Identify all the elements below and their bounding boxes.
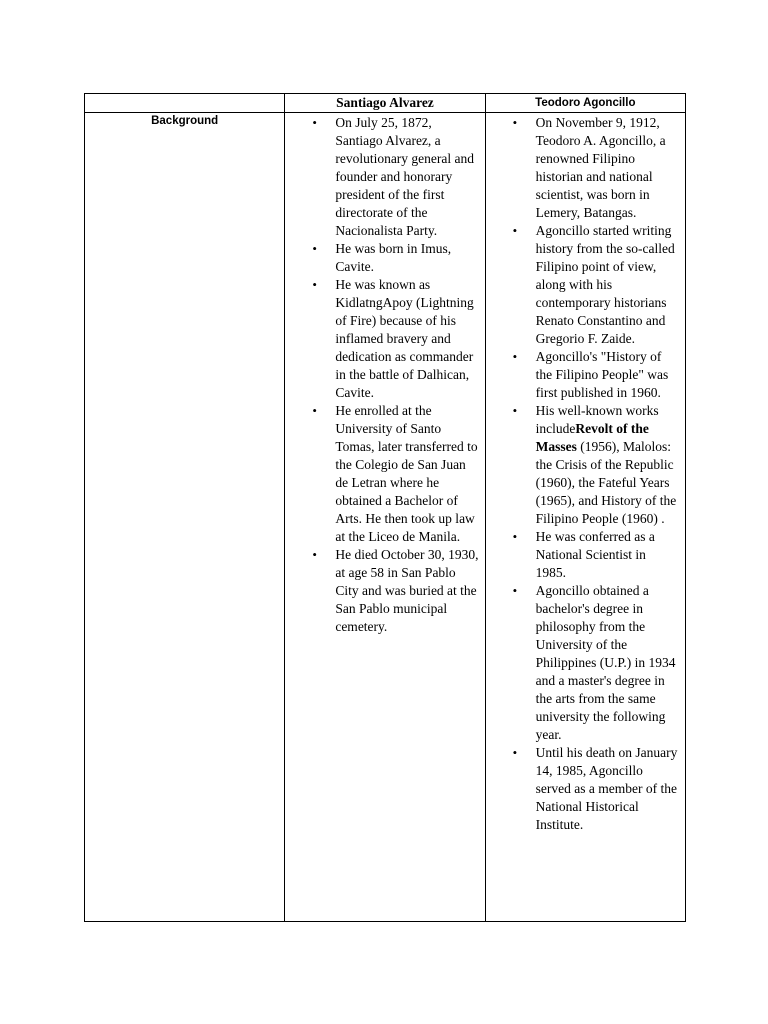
comparison-table xyxy=(84,93,686,922)
bullet-icon: • xyxy=(312,547,317,562)
list-item-text-prefix: His well-known works include xyxy=(535,403,659,436)
alvarez-bullet-list xyxy=(285,113,484,636)
bullet-icon: • xyxy=(512,403,518,418)
list-item-text: Agoncillo started writing history from the so-called Filipino point of view, along with his contemporary historians Renato Constantino and Gregorio F. Zaide. xyxy=(535,223,675,346)
list-item xyxy=(285,240,484,276)
list-item-text: Agoncillo obtained a bachelor's degree in philosophy from the University of the Philippines (U.P.) in 1934 and a master's degree in the arts from the same university the following year. xyxy=(535,583,676,742)
row-label-background: Background xyxy=(85,113,285,922)
list-item xyxy=(486,402,685,528)
list-item-text: On November 9, 1912, Teodoro A. Agoncillo, a renowned Filipino historian and national scientist, was born in Lemery, Batangas. xyxy=(535,115,666,220)
bullet-icon: • xyxy=(312,241,317,256)
bullet-icon: • xyxy=(512,529,518,544)
list-item-text: He enrolled at the University of Santo Tomas, later transferred to the Colegio de San Juan de Letran where he obtained a Bachelor of Arts. He then took up law at the Liceo de Manila. xyxy=(335,403,478,544)
list-item xyxy=(486,528,685,582)
list-item xyxy=(486,744,685,834)
header-row xyxy=(85,94,686,113)
agoncillo-background-cell xyxy=(485,113,685,922)
bullet-icon: • xyxy=(312,115,317,130)
bullet-icon: • xyxy=(512,223,518,238)
list-item xyxy=(285,276,484,402)
list-item-text: Agoncillo's "History of the Filipino People" was first published in 1960. xyxy=(535,349,669,400)
list-item-text: He was conferred as a National Scientist in 1985. xyxy=(535,529,655,580)
bullet-icon: • xyxy=(512,583,518,598)
agoncillo-bullet-list xyxy=(486,113,685,834)
list-item-text-bold: Revolt of the Masses xyxy=(535,421,649,454)
list-item xyxy=(285,402,484,546)
list-item xyxy=(486,222,685,348)
list-item-text: He was born in Imus, Cavite. xyxy=(335,241,452,274)
list-item-text-suffix: (1956), Malolos: the Crisis of the Republic (1960), the Fateful Years (1965), and History of the Filipino People (1960) . xyxy=(535,439,677,526)
list-item-text: He died October 30, 1930, at age 58 in San Pablo City and was buried at the San Pablo municipal cemetery. xyxy=(335,547,479,634)
bullet-icon: • xyxy=(512,349,518,364)
list-item-text: He was known as KidlatngApoy (Lightning of Fire) because of his inflamed bravery and dedication as commander in the battle of Dalhican, Cavite. xyxy=(335,277,474,400)
background-row xyxy=(85,113,686,922)
bullet-icon: • xyxy=(312,403,317,418)
list-item-text: On July 25, 1872, Santiago Alvarez, a revolutionary general and founder and honorary president of the first directorate of the Nacionalista Party. xyxy=(335,115,475,238)
bullet-icon: • xyxy=(512,115,518,130)
header-empty-cell xyxy=(85,94,285,113)
list-item xyxy=(486,114,685,222)
alvarez-background-cell xyxy=(285,113,485,922)
list-item-text: Until his death on January 14, 1985, Agoncillo served as a member of the National Historical Institute. xyxy=(535,745,678,832)
header-teodoro-agoncillo: Teodoro Agoncillo xyxy=(485,94,685,113)
bullet-icon: • xyxy=(512,745,518,760)
header-santiago-alvarez: Santiago Alvarez xyxy=(285,94,485,113)
list-item xyxy=(486,582,685,744)
list-item xyxy=(285,114,484,240)
bullet-icon: • xyxy=(312,277,317,292)
list-item xyxy=(285,546,484,636)
list-item xyxy=(486,348,685,402)
